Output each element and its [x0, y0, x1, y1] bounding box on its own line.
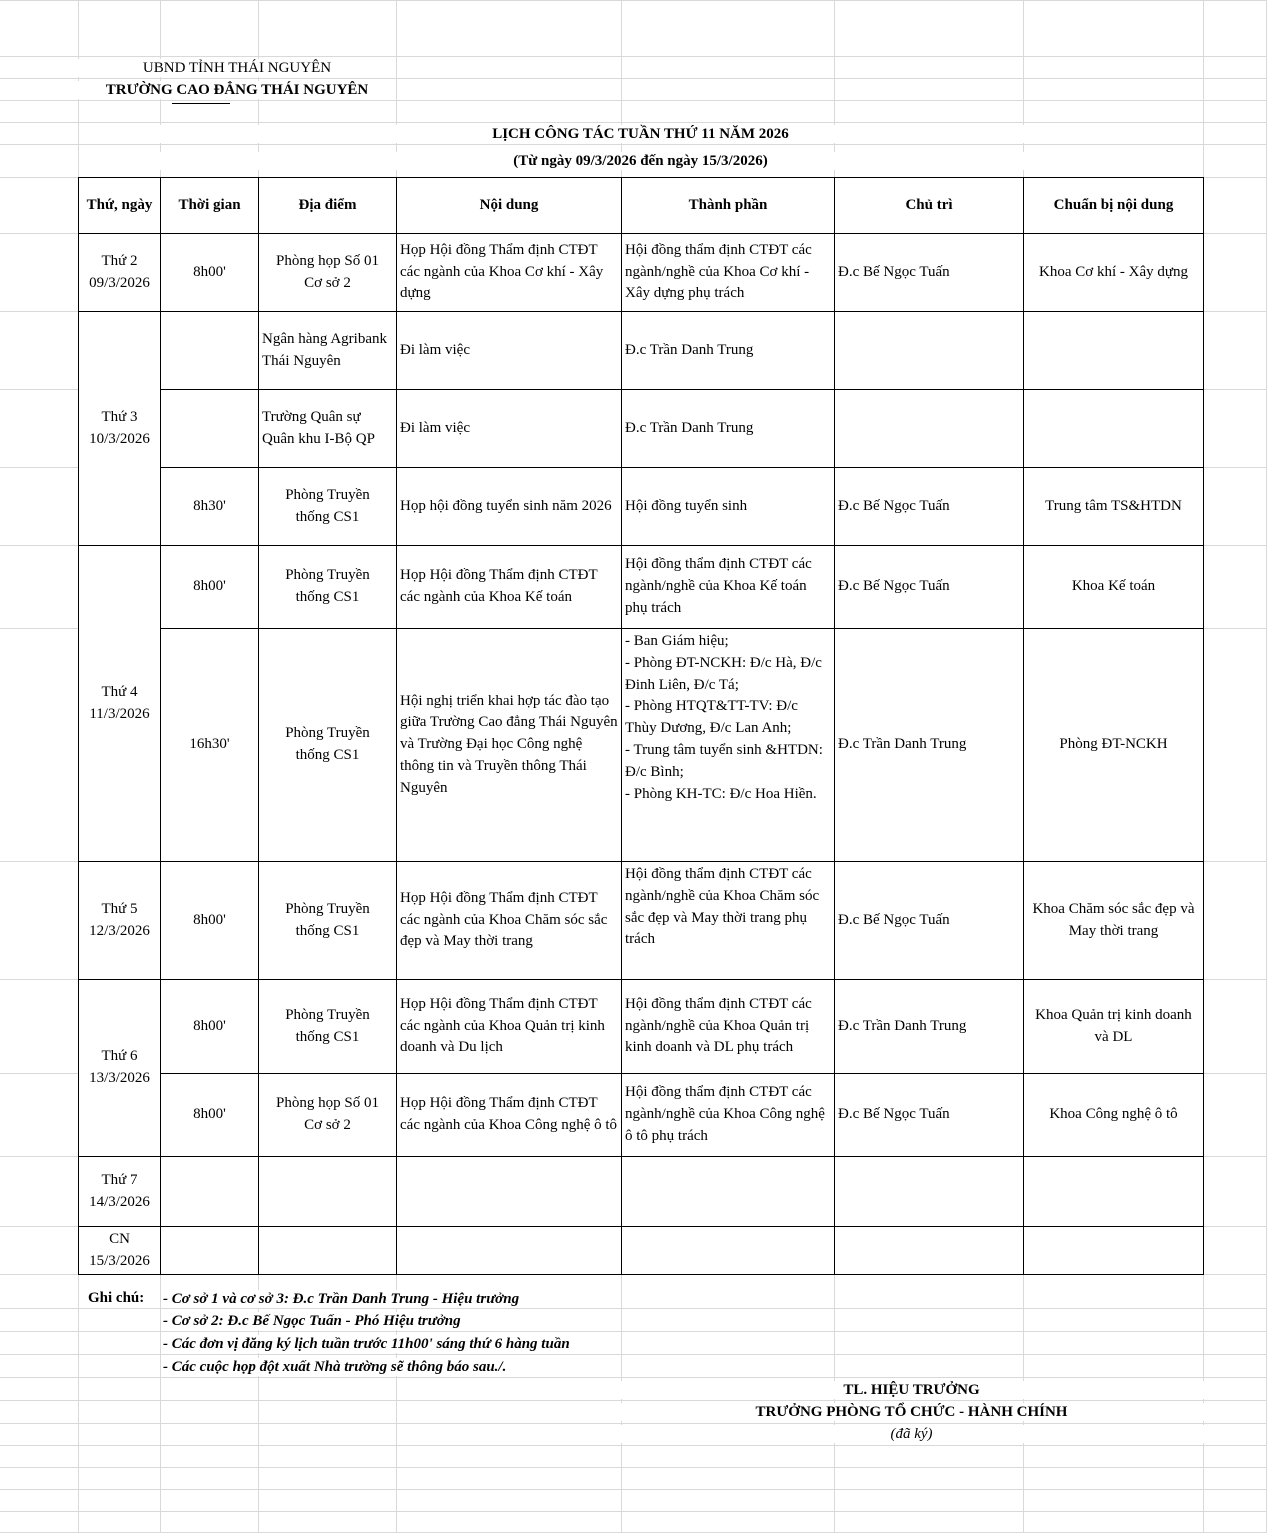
agency-name: UBND TỈNH THÁI NGUYÊN [78, 59, 396, 77]
table-row [79, 629, 1204, 862]
column-header-participants: Thành phần [622, 178, 835, 234]
participants-cell: Hội đồng tuyển sinh [622, 468, 835, 546]
column-header-day: Thứ, ngày [79, 178, 161, 234]
participants-cell [622, 1227, 835, 1275]
preparation-cell [1024, 1157, 1204, 1227]
content-cell: Họp hội đồng tuyển sinh năm 2026 [397, 468, 622, 546]
table-row [79, 234, 1204, 312]
participants-cell: Hội đồng thẩm định CTĐT các ngành/nghề của Khoa Công nghệ ô tô phụ trách [622, 1074, 835, 1157]
preparation-cell [1024, 312, 1204, 390]
content-cell: Đi làm việc [397, 312, 622, 390]
time-cell: 8h00' [161, 862, 259, 980]
preparation-cell: Khoa Kế toán [1024, 546, 1204, 629]
participants-cell: - Ban Giám hiệu; - Phòng ĐT-NCKH: Đ/c Hà, Đ/c Đinh Liên, Đ/c Tá; - Phòng HTQT&TT-TV: Đ/c Thùy Dương, Đ/c Lan Anh; - Trung tâm tuyển sinh &HTDN: Đ/c Bình; - Phòng KH-TC: Đ/c Hoa Hiền. [622, 629, 835, 862]
signature-line-2: TRƯỞNG PHÒNG TỔ CHỨC - HÀNH CHÍNH [617, 1403, 1206, 1421]
chair-cell [835, 1157, 1024, 1227]
content-cell [397, 1227, 622, 1275]
table-row [79, 862, 1204, 980]
note-item: - Cơ sở 1 và cơ sở 3: Đ.c Trần Danh Trung - Hiệu trưởng [163, 1291, 520, 1307]
time-cell: 8h00' [161, 546, 259, 629]
participants-cell: Hội đồng thẩm định CTĐT các ngành/nghề của Khoa Kế toán phụ trách [622, 546, 835, 629]
table-row [79, 390, 1204, 468]
chair-cell: Đ.c Bế Ngọc Tuấn [835, 1074, 1024, 1157]
chair-cell: Đ.c Trần Danh Trung [835, 629, 1024, 862]
signature-status: (đã ký) [617, 1425, 1206, 1443]
time-cell [161, 1157, 259, 1227]
time-cell [161, 312, 259, 390]
table-row [79, 1074, 1204, 1157]
table-row [79, 1227, 1204, 1275]
table-row [79, 980, 1204, 1074]
location-cell: Phòng Truyền thống CS1 [259, 546, 397, 629]
table-row [79, 312, 1204, 390]
location-cell: Phòng Truyền thống CS1 [259, 862, 397, 980]
preparation-cell: Khoa Công nghệ ô tô [1024, 1074, 1204, 1157]
table-header-row [79, 178, 1204, 234]
column-header-content: Nội dung [397, 178, 622, 234]
note-item: - Các cuộc họp đột xuất Nhà trường sẽ thông báo sau./. [163, 1359, 507, 1375]
content-cell: Họp Hội đồng Thẩm định CTĐT các ngành của Khoa Quản trị kinh doanh và Du lịch [397, 980, 622, 1074]
time-cell: 16h30' [161, 629, 259, 862]
preparation-cell: Khoa Quản trị kinh doanh và DL [1024, 980, 1204, 1074]
table-row [79, 546, 1204, 629]
column-header-preparation: Chuẩn bị nội dung [1024, 178, 1204, 234]
location-cell: Phòng Truyền thống CS1 [259, 468, 397, 546]
location-cell: Phòng họp Số 01 Cơ sở 2 [259, 1074, 397, 1157]
chair-cell [835, 312, 1024, 390]
chair-cell [835, 390, 1024, 468]
day-cell: Thứ 4 11/3/2026 [79, 546, 161, 862]
preparation-cell: Khoa Cơ khí - Xây dựng [1024, 234, 1204, 312]
time-cell [161, 1227, 259, 1275]
location-cell: Phòng Truyền thống CS1 [259, 980, 397, 1074]
school-name: TRƯỜNG CAO ĐẲNG THÁI NGUYÊN [78, 81, 396, 99]
table-row [79, 468, 1204, 546]
content-cell [397, 1157, 622, 1227]
note-item: - Các đơn vị đăng ký lịch tuần trước 11h00' sáng thứ 6 hàng tuần [163, 1336, 570, 1352]
participants-cell [622, 1157, 835, 1227]
location-cell: Trường Quân sự Quân khu I-Bộ QP [259, 390, 397, 468]
day-cell: Thứ 7 14/3/2026 [79, 1157, 161, 1227]
participants-cell: Hội đồng thẩm định CTĐT các ngành/nghề của Khoa Quản trị kinh doanh và DL phụ trách [622, 980, 835, 1074]
chair-cell: Đ.c Bế Ngọc Tuấn [835, 468, 1024, 546]
preparation-cell: Phòng ĐT-NCKH [1024, 629, 1204, 862]
location-cell: Phòng Truyền thống CS1 [259, 629, 397, 862]
location-cell [259, 1157, 397, 1227]
time-cell [161, 390, 259, 468]
time-cell: 8h00' [161, 1074, 259, 1157]
time-cell: 8h30' [161, 468, 259, 546]
note-item: - Cơ sở 2: Đ.c Bế Ngọc Tuấn - Phó Hiệu trưởng [163, 1313, 461, 1329]
content-cell: Họp Hội đồng Thẩm định CTĐT các ngành của Khoa Cơ khí - Xây dựng [397, 234, 622, 312]
time-cell: 8h00' [161, 234, 259, 312]
participants-cell: Hội đồng thẩm định CTĐT các ngành/nghề của Khoa Cơ khí - Xây dựng phụ trách [622, 234, 835, 312]
content-cell: Đi làm việc [397, 390, 622, 468]
preparation-cell: Trung tâm TS&HTDN [1024, 468, 1204, 546]
day-cell: Thứ 2 09/3/2026 [79, 234, 161, 312]
column-header-chair: Chủ trì [835, 178, 1024, 234]
location-cell: Phòng họp Số 01 Cơ sở 2 [259, 234, 397, 312]
chair-cell: Đ.c Bế Ngọc Tuấn [835, 546, 1024, 629]
chair-cell: Đ.c Bế Ngọc Tuấn [835, 862, 1024, 980]
page-title: LỊCH CÔNG TÁC TUẦN THỨ 11 NĂM 2026 [79, 125, 1202, 143]
location-cell [259, 1227, 397, 1275]
time-cell: 8h00' [161, 980, 259, 1074]
content-cell: Họp Hội đồng Thẩm định CTĐT các ngành của Khoa Chăm sóc sắc đẹp và May thời trang [397, 862, 622, 980]
preparation-cell: Khoa Chăm sóc sắc đẹp và May thời trang [1024, 862, 1204, 980]
participants-cell: Hội đồng thẩm định CTĐT các ngành/nghề của Khoa Chăm sóc sắc đẹp và May thời trang phụ trách [622, 862, 835, 980]
chair-cell: Đ.c Bế Ngọc Tuấn [835, 234, 1024, 312]
signature-line-1: TL. HIỆU TRƯỞNG [617, 1381, 1206, 1399]
day-cell: Thứ 6 13/3/2026 [79, 980, 161, 1157]
content-cell: Họp Hội đồng Thẩm định CTĐT các ngành của Khoa Công nghệ ô tô [397, 1074, 622, 1157]
chair-cell: Đ.c Trần Danh Trung [835, 980, 1024, 1074]
column-header-location: Địa điểm [259, 178, 397, 234]
school-name-underline [172, 103, 230, 104]
notes-label: Ghi chú: [88, 1290, 145, 1306]
chair-cell [835, 1227, 1024, 1275]
preparation-cell [1024, 1227, 1204, 1275]
participants-cell: Đ.c Trần Danh Trung [622, 312, 835, 390]
content-cell: Hội nghị triển khai hợp tác đào tạo giữa Trường Cao đẳng Thái Nguyên và Trường Đại học Công nghệ thông tin và Truyền thông Thái Nguyên [397, 629, 622, 862]
location-cell: Ngân hàng Agribank Thái Nguyên [259, 312, 397, 390]
preparation-cell [1024, 390, 1204, 468]
column-header-time: Thời gian [161, 178, 259, 234]
schedule-table [78, 177, 1204, 1275]
day-cell: Thứ 5 12/3/2026 [79, 862, 161, 980]
content-cell: Họp Hội đồng Thẩm định CTĐT các ngành của Khoa Kế toán [397, 546, 622, 629]
table-row [79, 1157, 1204, 1227]
day-cell: Thứ 3 10/3/2026 [79, 312, 161, 546]
participants-cell: Đ.c Trần Danh Trung [622, 390, 835, 468]
day-cell: CN 15/3/2026 [79, 1227, 161, 1275]
page-subtitle: (Từ ngày 09/3/2026 đến ngày 15/3/2026) [79, 152, 1202, 170]
